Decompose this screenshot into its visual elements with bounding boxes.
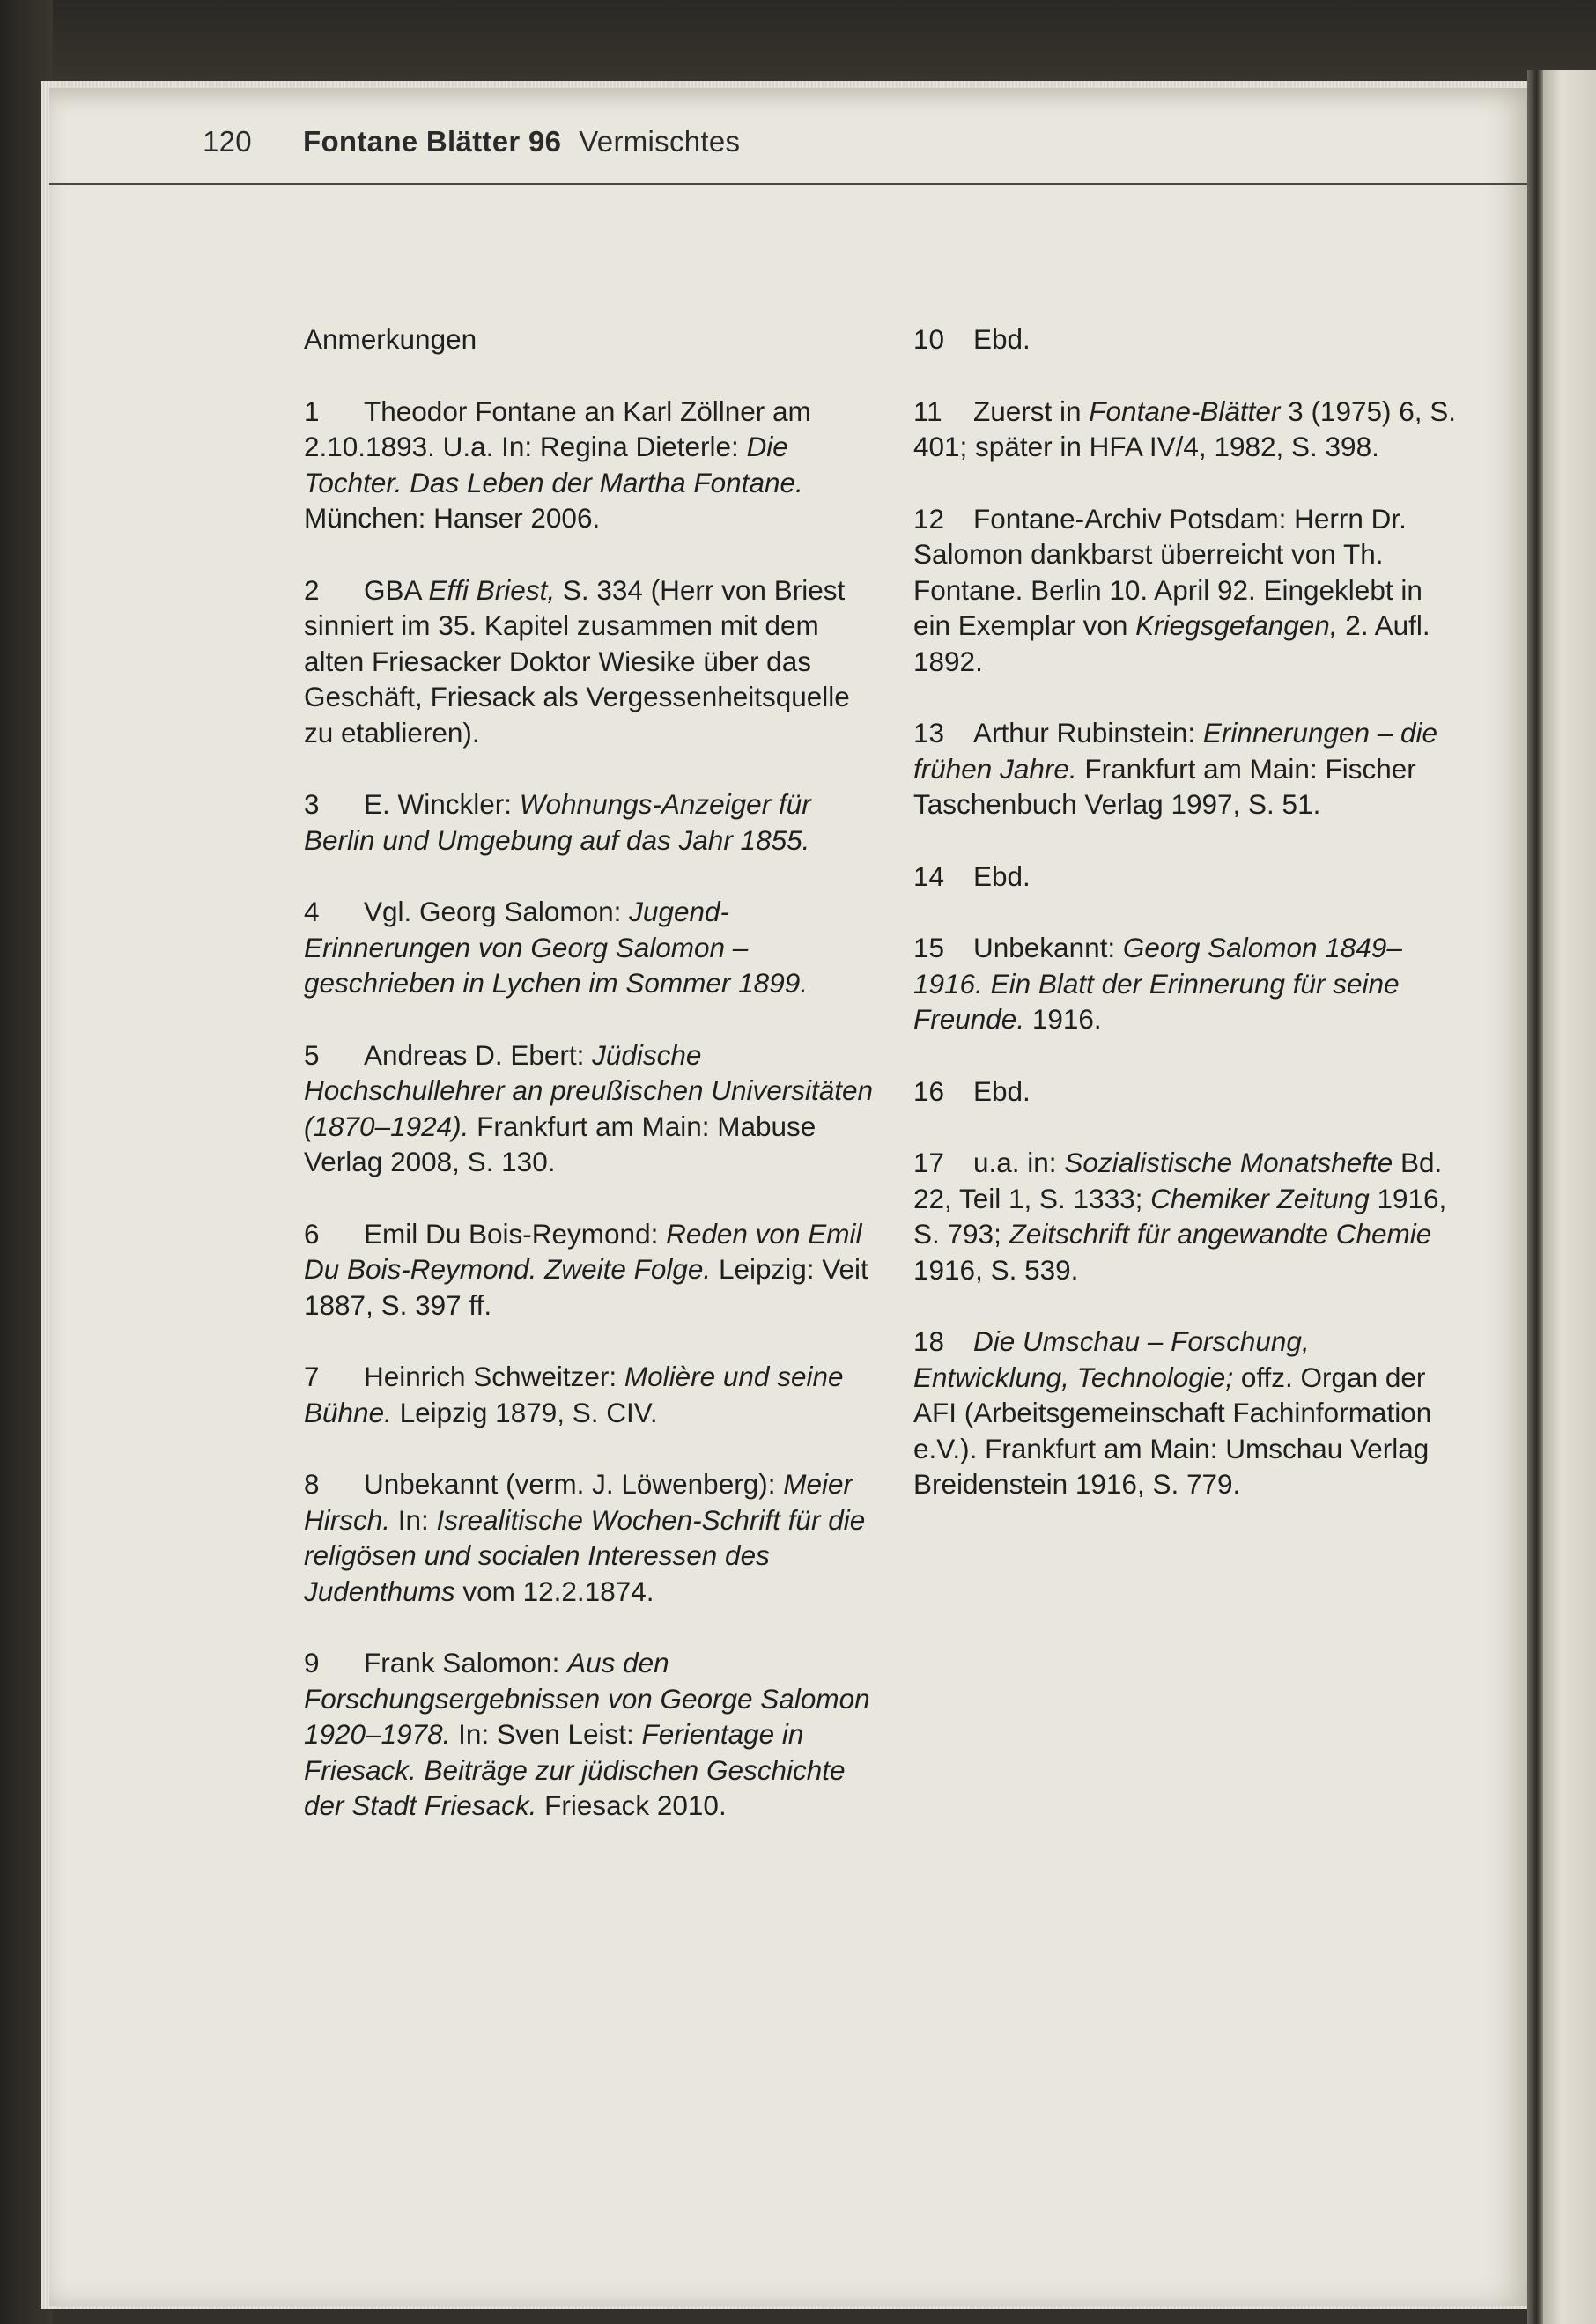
footnote-text: Arthur Rubinstein: <box>973 717 1203 749</box>
footnote-number: 10 <box>913 323 945 355</box>
footnote-number: 12 <box>913 502 945 535</box>
footnote-12 <box>913 501 1459 680</box>
footnote-title: Die Tochter. Das Leben der Martha Fontane. <box>304 431 803 498</box>
footnote-number: 13 <box>913 717 945 749</box>
footnote-text: Heinrich Schweitzer: <box>364 1361 624 1392</box>
footnote-number: 2 <box>304 573 320 606</box>
footnote-17 <box>913 1145 1459 1287</box>
footnote-3 <box>304 786 876 858</box>
footnote-text: vom 12.2.1874. <box>454 1575 654 1607</box>
footnote-18 <box>913 1324 1459 1502</box>
footnote-14 <box>913 859 1459 895</box>
footnote-9 <box>304 1645 876 1824</box>
footnote-title: Ferientage in Friesack. Beiträge zur jüdischen Geschichte der Stadt Friesack. <box>304 1718 846 1821</box>
footnote-number: 17 <box>913 1147 945 1178</box>
footnote-text: Ebd. <box>973 860 1031 892</box>
footnote-text: Ebd. <box>973 323 1031 355</box>
footnote-text: München: Hanser 2006. <box>304 502 601 534</box>
footnote-text: Unbekannt: <box>973 932 1123 963</box>
footnote-text: 1916. <box>1024 1003 1102 1035</box>
footnote-4 <box>304 894 876 1001</box>
footnote-text: Leipzig: Veit 1887, S. 397 ff. <box>304 1253 868 1321</box>
footnote-2 <box>304 572 876 751</box>
page-number: 120 <box>203 125 252 158</box>
notes-heading: Anmerkungen <box>304 323 477 355</box>
footnote-11 <box>913 394 1459 465</box>
header-rule <box>49 183 1527 185</box>
footnote-text: In: Sven Leist: <box>450 1718 642 1750</box>
footnote-number: 15 <box>913 932 945 963</box>
footnote-title: Molière und seine Bühne. <box>304 1361 844 1428</box>
footnote-number: 1 <box>304 395 320 427</box>
footnote-1 <box>304 394 876 536</box>
footnote-7 <box>304 1359 876 1430</box>
footnote-text: 1916, S. 539. <box>913 1253 1079 1286</box>
footnote-number: 7 <box>304 1361 320 1392</box>
footnote-text: u.a. in: <box>973 1147 1065 1178</box>
footnote-number: 4 <box>304 896 320 927</box>
footnote-title: Meier Hirsch. <box>304 1468 853 1536</box>
footnote-text: In: <box>390 1503 437 1536</box>
footnote-title: Jüdische Hochschullehrer an preußischen Universitäten (1870–1924). <box>304 1038 874 1142</box>
footnote-5 <box>304 1037 876 1180</box>
footnote-number: 14 <box>913 860 945 892</box>
footnote-number: 5 <box>304 1038 320 1071</box>
next-page-edge <box>1543 70 1596 2324</box>
footnote-text: Zuerst in <box>973 395 1090 427</box>
footnote-title: Chemiker Zeitung <box>1150 1182 1370 1214</box>
footnote-title: Wohnungs-Anzeiger für Berlin und Umgebung auf das Jahr 1855. <box>304 788 811 856</box>
notes-column-left <box>304 321 876 1860</box>
footnote-title: Georg Salomon 1849–1916. Ein Blatt der Erinnerung für seine Freunde. <box>913 932 1402 1035</box>
footnote-6 <box>304 1216 876 1324</box>
footnote-title: Kriegsgefangen, <box>1135 609 1338 641</box>
footnote-number: 16 <box>913 1074 945 1107</box>
footnote-10 <box>913 321 1459 358</box>
footnote-text: Leipzig 1879, S. CIV. <box>391 1396 658 1428</box>
footnote-title: Aus den Forschungsergebnissen von George Salomon 1920–1978. <box>304 1647 870 1750</box>
footnote-text: Unbekannt (verm. J. Löwenberg): <box>364 1468 784 1500</box>
footnote-15 <box>913 930 1459 1037</box>
footnote-text: Ebd. <box>973 1074 1031 1107</box>
footnote-text: Frank Salomon: <box>364 1647 568 1678</box>
footnote-number: 3 <box>304 788 320 820</box>
footnote-number: 18 <box>913 1325 945 1357</box>
footnote-number: 11 <box>913 395 942 427</box>
footnote-title: Die Umschau – Forschung, Entwicklung, Technologie; <box>913 1325 1310 1393</box>
footnote-title: Zeitschrift für angewandte Chemie <box>1009 1218 1432 1250</box>
footnote-13 <box>913 715 1459 823</box>
footnote-title: Fontane-Blätter <box>1089 395 1281 427</box>
footnote-text: S. 334 (Herr von Briest sinniert im 35. Kapitel zusammen mit dem alten Friesacker Doktor Wiesike über das Geschäft, Friesack als Vergessenheitsquelle zu etablieren). <box>304 573 850 749</box>
footnote-text: E. Winckler: <box>364 788 520 820</box>
section-title: Vermischtes <box>579 125 741 158</box>
running-header <box>203 125 740 169</box>
footnote-title: Sozialistische Monatshefte <box>1064 1147 1393 1178</box>
footnote-number: 6 <box>304 1217 320 1250</box>
footnote-16 <box>913 1073 1459 1110</box>
footnote-text: 1916, S. 793; <box>913 1182 1447 1250</box>
footnote-number: 8 <box>304 1468 320 1500</box>
footnote-8 <box>304 1466 876 1609</box>
footnote-text: Friesack 2010. <box>536 1789 727 1821</box>
footnote-text: GBA <box>364 573 429 606</box>
footnote-title: Reden von Emil Du Bois-Reymond. Zweite Folge. <box>304 1217 862 1285</box>
footnote-text: Theodor Fontane an Karl Zöllner am 2.10.1893. U.a. In: Regina Dieterle: <box>304 395 811 462</box>
footnote-text: 3 (1975) 6, S. 401; später in HFA IV/4, 1982, S. 398. <box>913 395 1457 462</box>
footnote-text: Fontane-Archiv Potsdam: Herrn Dr. Salomon dankbarst überreicht von Th. Fontane. Berlin 10. April 92. Eingeklebt in ein Exemplar von <box>913 502 1422 641</box>
notes-column-right <box>913 321 1459 1538</box>
footnote-text: Emil Du Bois-Reymond: <box>364 1217 667 1250</box>
footnote-title: Effi Briest, <box>428 573 556 606</box>
footnote-text: 2. Aufl. 1892. <box>913 609 1430 677</box>
journal-title: Fontane Blätter 96 <box>303 125 562 158</box>
footnote-title: Isrealitische Wochen-Schrift für die religösen und socialen Interessen des Judenthums <box>304 1503 866 1607</box>
footnote-number: 9 <box>304 1647 320 1678</box>
footnote-text: Vgl. Georg Salomon: <box>364 896 630 927</box>
footnote-title: Jugend-Erinnerungen von Georg Salomon – geschrieben in Lychen im Sommer 1899. <box>304 896 808 999</box>
footnote-text: Andreas D. Ebert: <box>364 1038 593 1071</box>
footnote-text: Frankfurt am Main: Mabuse Verlag 2008, S. 130. <box>304 1110 816 1177</box>
footnote-text: Frankfurt am Main: Fischer Taschenbuch Verlag 1997, S. 51. <box>913 752 1416 820</box>
footnote-title: Erinnerungen – die frühen Jahre. <box>913 717 1438 785</box>
footnote-text: Bd. 22, Teil 1, S. 1333; <box>913 1147 1443 1214</box>
book-gutter <box>1527 70 1543 2324</box>
footnote-text: offz. Organ der AFI (Arbeitsgemeinschaft Fachinformation e.V.). Frankfurt am Main: Umschau Verlag Breidenstein 1916, S. 779. <box>913 1361 1432 1500</box>
